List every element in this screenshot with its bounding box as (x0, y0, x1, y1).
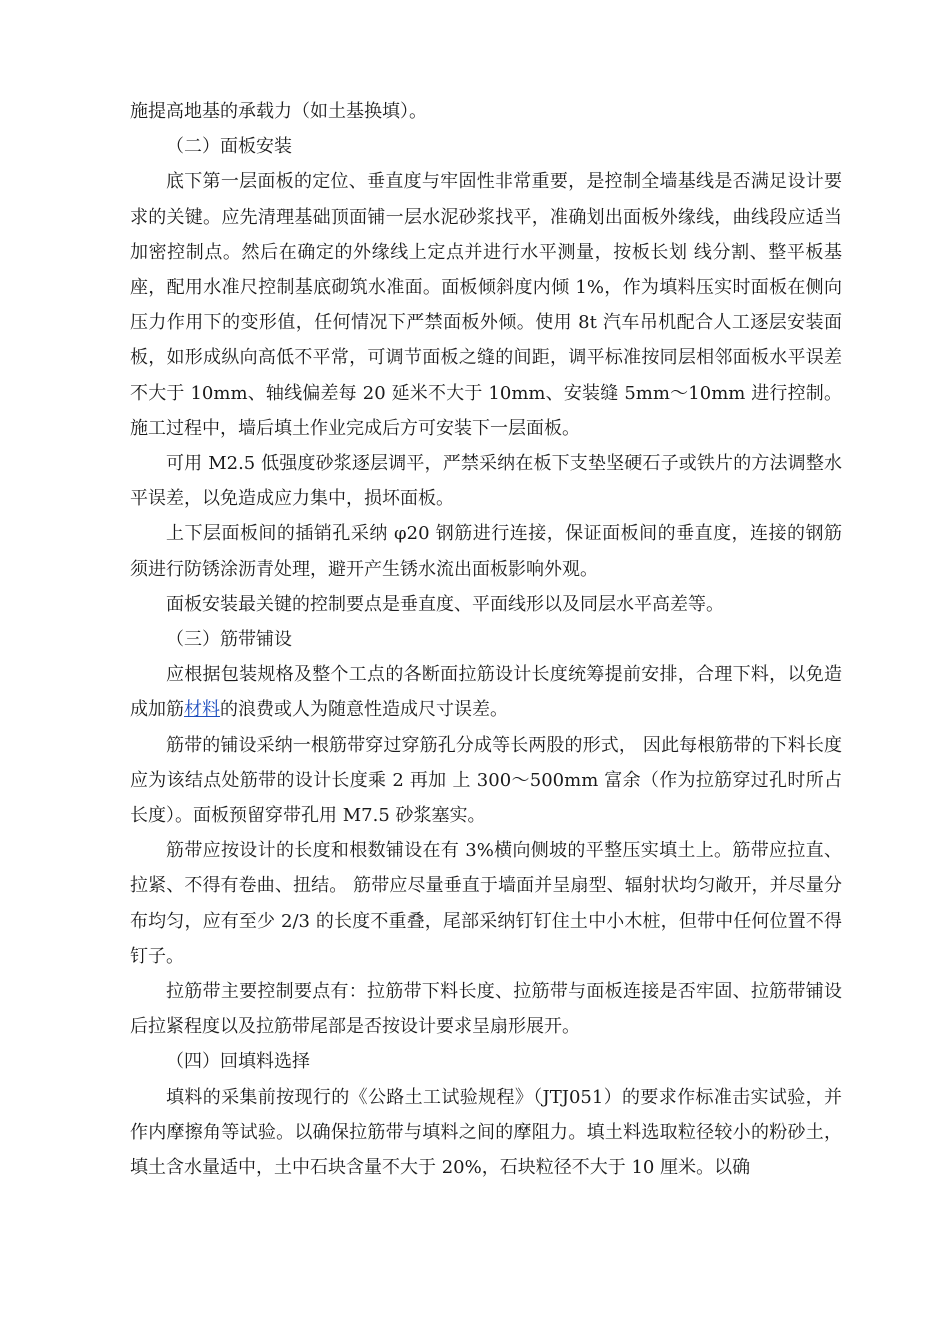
paragraph: 上下层面板间的插销孔采纳 φ20 钢筋进行连接，保证面板间的垂直度，连接的钢筋须进行防锈涂沥青处理，避开产生锈水流出面板影响外观。 (130, 523, 842, 580)
paragraph: 底下第一层面板的定位、垂直度与牢固性非常重要，是控制全墙基线是否满足设计要求的关键。应先清理基础顶面铺一层水泥砂浆找平，准确划出面板外缘线，曲线段应适当加密控制点。然后在确定的外缘线上定点并进行水平测量，按板长划 线分割、整平板基座，配用水准尺控制基底砌筑水准面。面板倾斜度内倾 1%，作为填料压实时面板在侧向压力作用下的变形值，任何情况下严禁面板外倾。使用 8t 汽车吊机配合人工逐层安装面板，如形成纵向高低不平常，可调节面板之缝的间距，调平标准按同层相邻面板水平误差不大于 10mm、轴线偏差每 20 延米不大于 10mm、安装缝 5mm～10mm 进行控制。施工过程中，墙后填土作业完成后方可安装下一层面板。 (130, 171, 842, 439)
paragraph: 筋带的铺设采纳一根筋带穿过穿筋孔分成等长两股的形式， 因此每根筋带的下料长度应为该结点处筋带的设计长度乘 2 再加 上 300～500mm 富余（作为拉筋穿过孔时所占长度）。面板预留穿带孔用 M7.5 砂浆塞实。 (130, 734, 842, 827)
paragraph: 可用 M2.5 低强度砂浆逐层调平，严禁采纳在板下支垫坚硬石子或铁片的方法调整水平误差，以免造成应力集中，损坏面板。 (130, 453, 842, 510)
section-heading-strip-laying: （三）筋带铺设 (166, 629, 292, 651)
paragraph: 筋带应按设计的长度和根数铺设在有 3%横向侧坡的平整压实填土上。筋带应拉直、拉紧、不得有卷曲、扭结。 筋带应尽量垂直于墙面并呈扇型、辐射状均匀敞开，并尽量分布均匀，应有至少 2/3 的长度不重叠，尾部采纳钉钉住土中小木桩，但带中任何位置不得钉子。 (130, 840, 842, 967)
section-heading-panel-installation: （二）面板安装 (166, 136, 292, 158)
paragraph-text: 应根据包装规格及整个工点的各断面拉筋设计长度统筹提前安排，合理下料，以免造成加筋 (130, 664, 842, 721)
paragraph (130, 657, 842, 727)
paragraph: 面板安装最关键的控制要点是垂直度、平面线形以及同层水平高差等。 (166, 593, 724, 615)
paragraph: 填料的采集前按现行的《公路土工试验规程》（JTJ051）的要求作标准击实试验，并作内摩擦角等试验。以确保拉筋带与填料之间的摩阻力。填土料选取粒径较小的粉砂土，填土含水量适中，土中石块含量不大于 20%，石块粒径不大于 10 厘米。以确 (130, 1086, 842, 1179)
materials-link[interactable]: 材料 (184, 699, 220, 721)
document-body (130, 94, 842, 1185)
paragraph: 施提高地基的承载力（如土基换填）。 (130, 101, 427, 122)
paragraph-text: 的浪费或人为随意性造成尺寸误差。 (220, 699, 508, 721)
paragraph: 拉筋带主要控制要点有：拉筋带下料长度、拉筋带与面板连接是否牢固、拉筋带铺设后拉紧程度以及拉筋带尾部是否按设计要求呈扇形展开。 (130, 981, 842, 1038)
section-heading-backfill-selection: （四）回填料选择 (166, 1051, 310, 1073)
